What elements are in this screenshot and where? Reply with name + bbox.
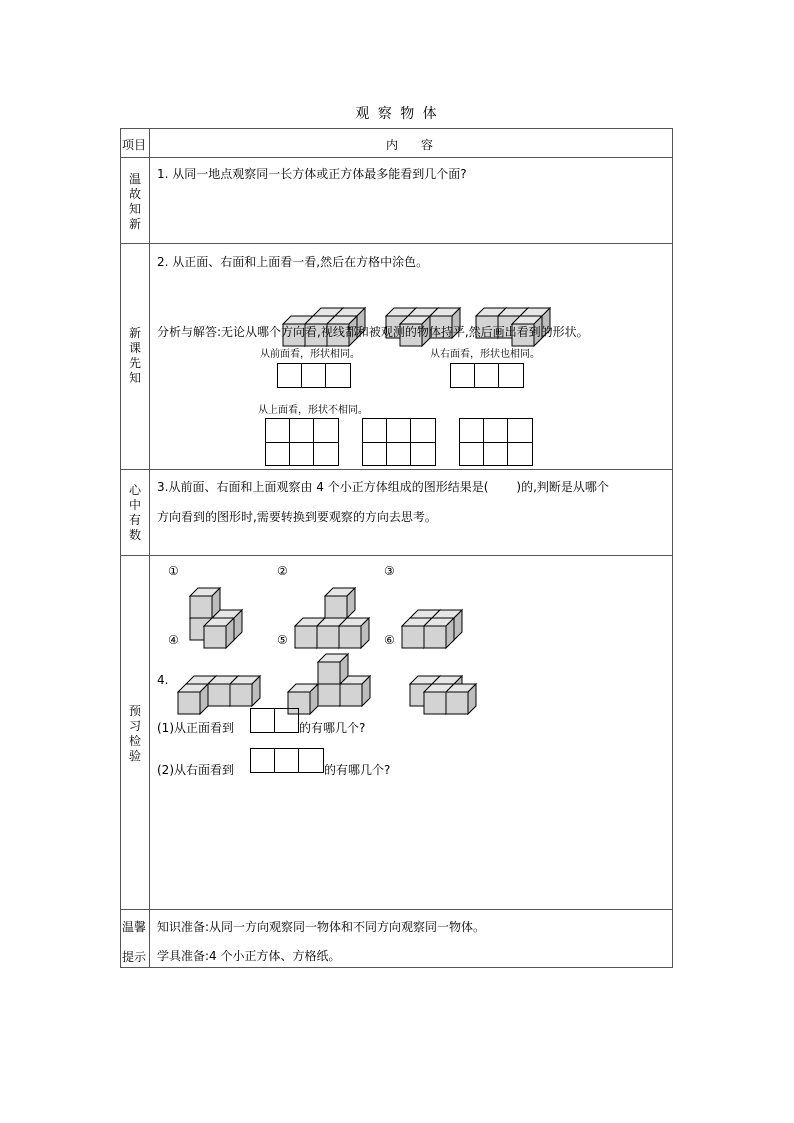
tips-knowledge: 知识准备:从同一方向观察同一物体和不同方向观察同一物体。 xyxy=(157,920,486,934)
answer-grid-right[interactable] xyxy=(250,748,324,773)
question-3-text-b: )的,判断是从哪个 xyxy=(516,480,609,494)
cube-face xyxy=(317,626,339,648)
mind-label: 心中有数 xyxy=(128,483,141,542)
header-content: 内 容 xyxy=(386,138,433,152)
question-2: 2. 从正面、右面和上面看一看,然后在方格中涂色。 xyxy=(157,255,429,269)
review-label: 温故知新 xyxy=(128,172,141,231)
marker-6: ⑥ xyxy=(384,633,395,647)
cube-face xyxy=(295,626,317,648)
cube-face xyxy=(339,626,361,648)
marker-2: ② xyxy=(277,564,288,578)
preview-label: 预习检验 xyxy=(128,704,141,763)
question-3-line2: 方向看到的图形时,需要转换到要观察的方向去思考。 xyxy=(157,510,437,524)
front-view-note: 从前面看，形状相同。 xyxy=(260,349,360,360)
cube-face xyxy=(208,684,230,706)
cube-face xyxy=(424,626,446,648)
answer-grid-front[interactable] xyxy=(250,708,299,733)
tips-label-2: 提示 xyxy=(122,950,147,964)
cube-face xyxy=(340,684,362,706)
right-view-note: 从右面看，形状也相同。 xyxy=(430,349,540,360)
sub-question-1-b: 的有哪几个? xyxy=(299,721,366,735)
cube-face xyxy=(204,626,226,648)
marker-1: ① xyxy=(168,564,179,578)
cube-face xyxy=(446,692,468,714)
marker-3: ③ xyxy=(384,564,395,578)
analysis-text: 分析与解答:无论从哪个方向看,视线都和被观测的物体持平,然后画出看到的形状。 xyxy=(157,325,589,339)
marker-4: ④ xyxy=(168,633,179,647)
cube-face xyxy=(318,662,340,684)
top-view-note: 从上面看，形状不相同。 xyxy=(258,405,368,416)
tips-tools: 学具准备:4 个小正方体、方格纸。 xyxy=(157,949,341,963)
question-3-text-a: 3.从前面、右面和上面观察由 4 个小正方体组成的图形结果是( xyxy=(157,480,489,494)
cube-face xyxy=(402,626,424,648)
sub-question-2-a: (2)从右面看到 xyxy=(157,763,234,777)
cube-face xyxy=(424,692,446,714)
cube-face xyxy=(318,684,340,706)
cube-face xyxy=(190,596,212,618)
sub-question-2-b: 的有哪几个? xyxy=(324,763,391,777)
cube-face xyxy=(178,692,200,714)
tips-label-1: 温馨 xyxy=(122,920,147,934)
cube-face xyxy=(230,684,252,706)
page-title: 观 察 物 体 xyxy=(355,106,439,122)
header-item: 项目 xyxy=(122,138,147,152)
new-lesson-label: 新课先知 xyxy=(128,326,141,385)
sub-question-1-a: (1)从正面看到 xyxy=(157,721,234,735)
worksheet-table xyxy=(120,128,673,968)
question-4: 4. xyxy=(157,673,169,687)
review-question: 1. 从同一地点观察同一长方体或正方体最多能看到几个面? xyxy=(157,167,467,181)
marker-5: ⑤ xyxy=(277,633,288,647)
cube-face xyxy=(325,596,347,618)
